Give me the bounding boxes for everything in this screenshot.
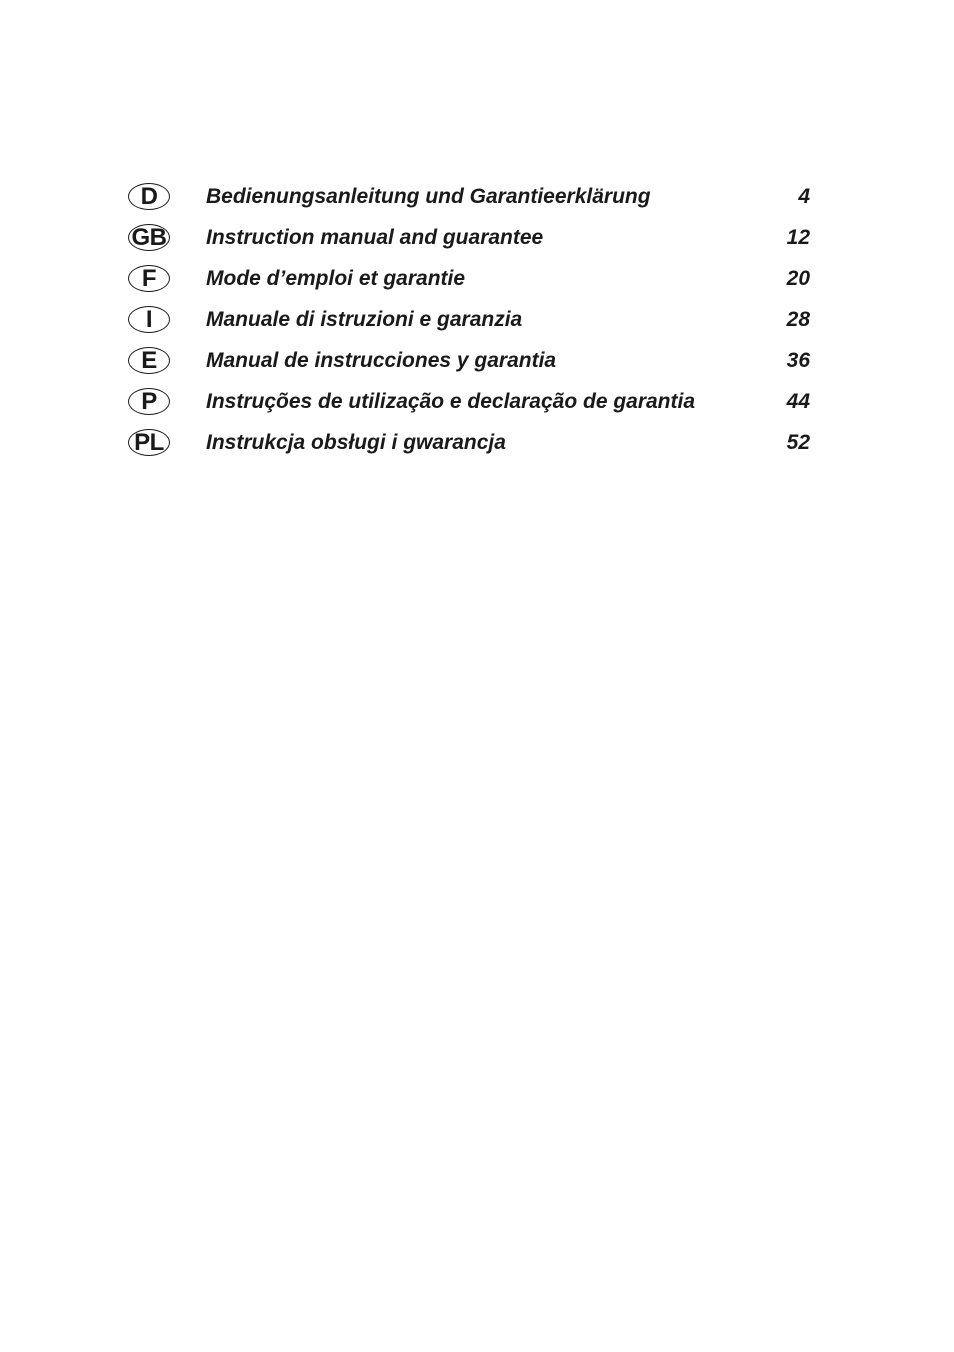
toc-entry-page-gb: 12 [786, 226, 810, 249]
toc-entry-p[interactable] [128, 384, 810, 425]
toc-entry-e[interactable] [128, 343, 810, 384]
toc-entry-page-de: 4 [798, 185, 810, 208]
toc-entry-page-p: 44 [786, 390, 810, 413]
toc-entry-pl[interactable] [128, 425, 810, 466]
toc-entry-title-pl: Instrukcja obsługi i gwarancja [206, 431, 506, 454]
toc-entry-gb[interactable] [128, 220, 810, 261]
language-code-badge-i: I [128, 306, 170, 333]
language-code-badge-de: D [128, 183, 170, 210]
toc-entry-page-i: 28 [786, 308, 810, 331]
language-code-badge-e: E [128, 347, 170, 374]
toc-entry-title-f: Mode d’emploi et garantie [206, 267, 466, 290]
toc-entry-i[interactable] [128, 302, 810, 343]
toc-entry-title-e: Manual de instrucciones y garantia [206, 349, 557, 372]
toc-entry-title-de: Bedienungsanleitung und Garantieerklärung [206, 185, 651, 208]
language-code-badge-p: P [128, 388, 170, 415]
toc-entry-title-i: Manuale di istruzioni e garanzia [206, 308, 523, 331]
toc-entry-page-pl: 52 [786, 431, 810, 454]
table-of-contents [128, 179, 810, 466]
toc-entry-page-f: 20 [786, 267, 810, 290]
toc-entry-title-p: Instruções de utilização e declaração de garantia [206, 390, 696, 413]
toc-entry-title-gb: Instruction manual and guarantee [206, 226, 544, 249]
language-code-badge-pl: PL [128, 429, 170, 456]
toc-entry-page-e: 36 [786, 349, 810, 372]
toc-entry-f[interactable] [128, 261, 810, 302]
language-code-badge-gb: GB [128, 224, 170, 251]
language-code-badge-f: F [128, 265, 170, 292]
toc-entry-de[interactable] [128, 179, 810, 220]
